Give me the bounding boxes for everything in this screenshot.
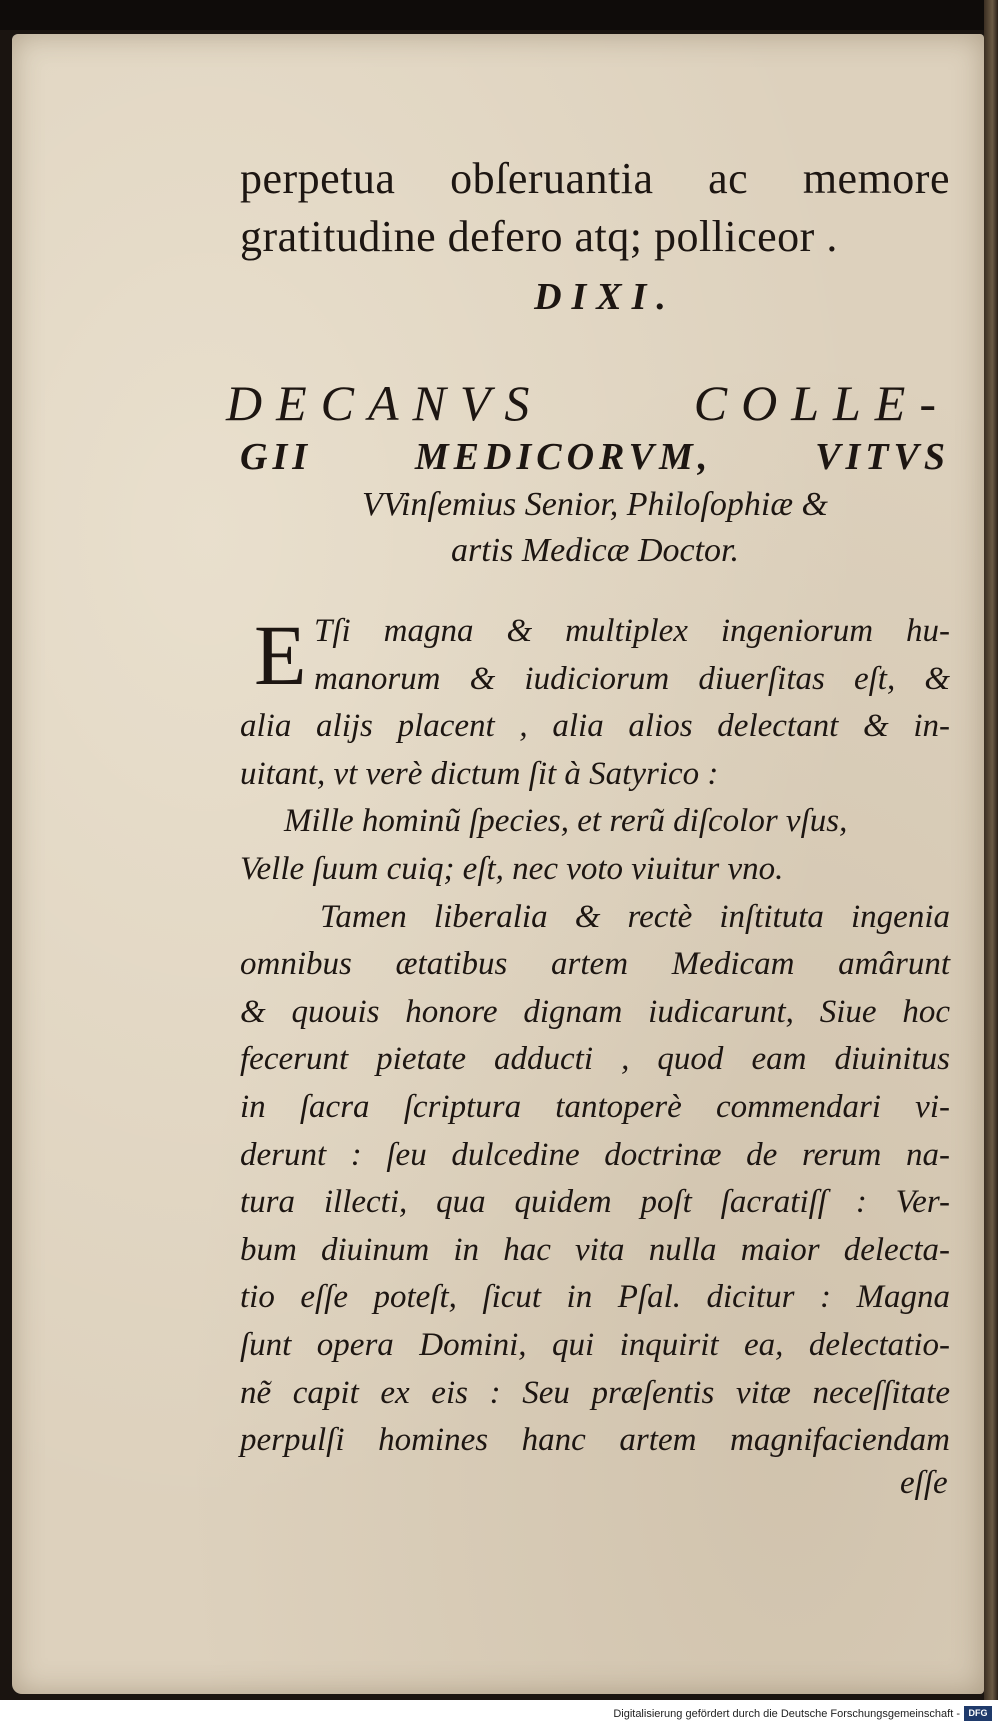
heading-line-3: VVinſemius Senior, Philoſophiæ & xyxy=(362,486,828,523)
body-text xyxy=(240,608,950,1465)
dixi-line: DIXI. xyxy=(534,276,676,318)
body-line: Tſi magna & multiplex ingeniorum hu- xyxy=(314,613,950,649)
funding-notice: Digitalisierung gefördert durch die Deutsche Forschungsgemeinschaft - xyxy=(613,1708,960,1720)
verse-line: Mille hominũ ſpecies, et rerũ diſcolor vſus, xyxy=(284,803,848,840)
catchword: eſſe xyxy=(900,1465,948,1501)
book-edge xyxy=(984,0,998,1700)
heading-line-4: artis Medicæ Doctor. xyxy=(450,532,740,569)
body-line: bum diuinum in hac vita nulla maior delecta- xyxy=(240,1231,950,1268)
heading-line-2: GII MEDICORVM, VITVS xyxy=(240,436,950,478)
body-line: tura illecti, qua quidem poſt ſacratiſſ : Ver- xyxy=(240,1184,950,1221)
closing-section xyxy=(226,150,950,574)
verse-line: Velle ſuum cuiq; eſt, nec voto viuitur vno. xyxy=(240,850,784,887)
body-line: Tamen liberalia & rectè inſtituta ingenia xyxy=(320,898,950,935)
body-line: fecerunt pietate adducti , quod eam diuinitus xyxy=(240,1041,950,1078)
body-line: nẽ capit ex eis : Seu præſentis vitæ neceſſitate xyxy=(240,1374,950,1411)
closing-line-1: perpetua obſeruantia ac memore xyxy=(240,154,950,203)
body-line: perpulſi homines hanc artem magnifaciendam xyxy=(240,1422,950,1459)
section-heading xyxy=(226,374,950,574)
body-line: omnibus ætatibus artem Medicam amârunt xyxy=(240,946,950,983)
drop-cap: E xyxy=(254,607,307,703)
body-line: alia alijs placent , alia alios delectant & in- xyxy=(240,708,950,745)
closing-line-2: gratitudine defero atq; polliceor . xyxy=(240,212,838,261)
dfg-logo: DFG xyxy=(964,1706,992,1721)
body-line: & quouis honore dignam iudicarunt, Siue hoc xyxy=(240,993,950,1030)
body-line: ſunt opera Domini, qui inquirit ea, delectatio- xyxy=(240,1326,950,1363)
heading-line-1: DECANVS COLLE- xyxy=(226,375,950,431)
body-line: derunt : ſeu dulcedine doctrinæ de rerum na- xyxy=(240,1136,950,1173)
body-line: tio eſſe poteſt, ſicut in Pſal. dicitur : Magna xyxy=(240,1279,950,1316)
footer-bar xyxy=(0,1700,1000,1731)
body-line: uitant, vt verè dictum ſit à Satyrico : xyxy=(240,755,719,792)
body-line: manorum & iudiciorum diuerſitas eſt, & xyxy=(314,660,950,697)
body-line: in ſacra ſcriptura tantoperè commendari vi- xyxy=(240,1088,950,1125)
scan-top-band xyxy=(0,0,998,30)
